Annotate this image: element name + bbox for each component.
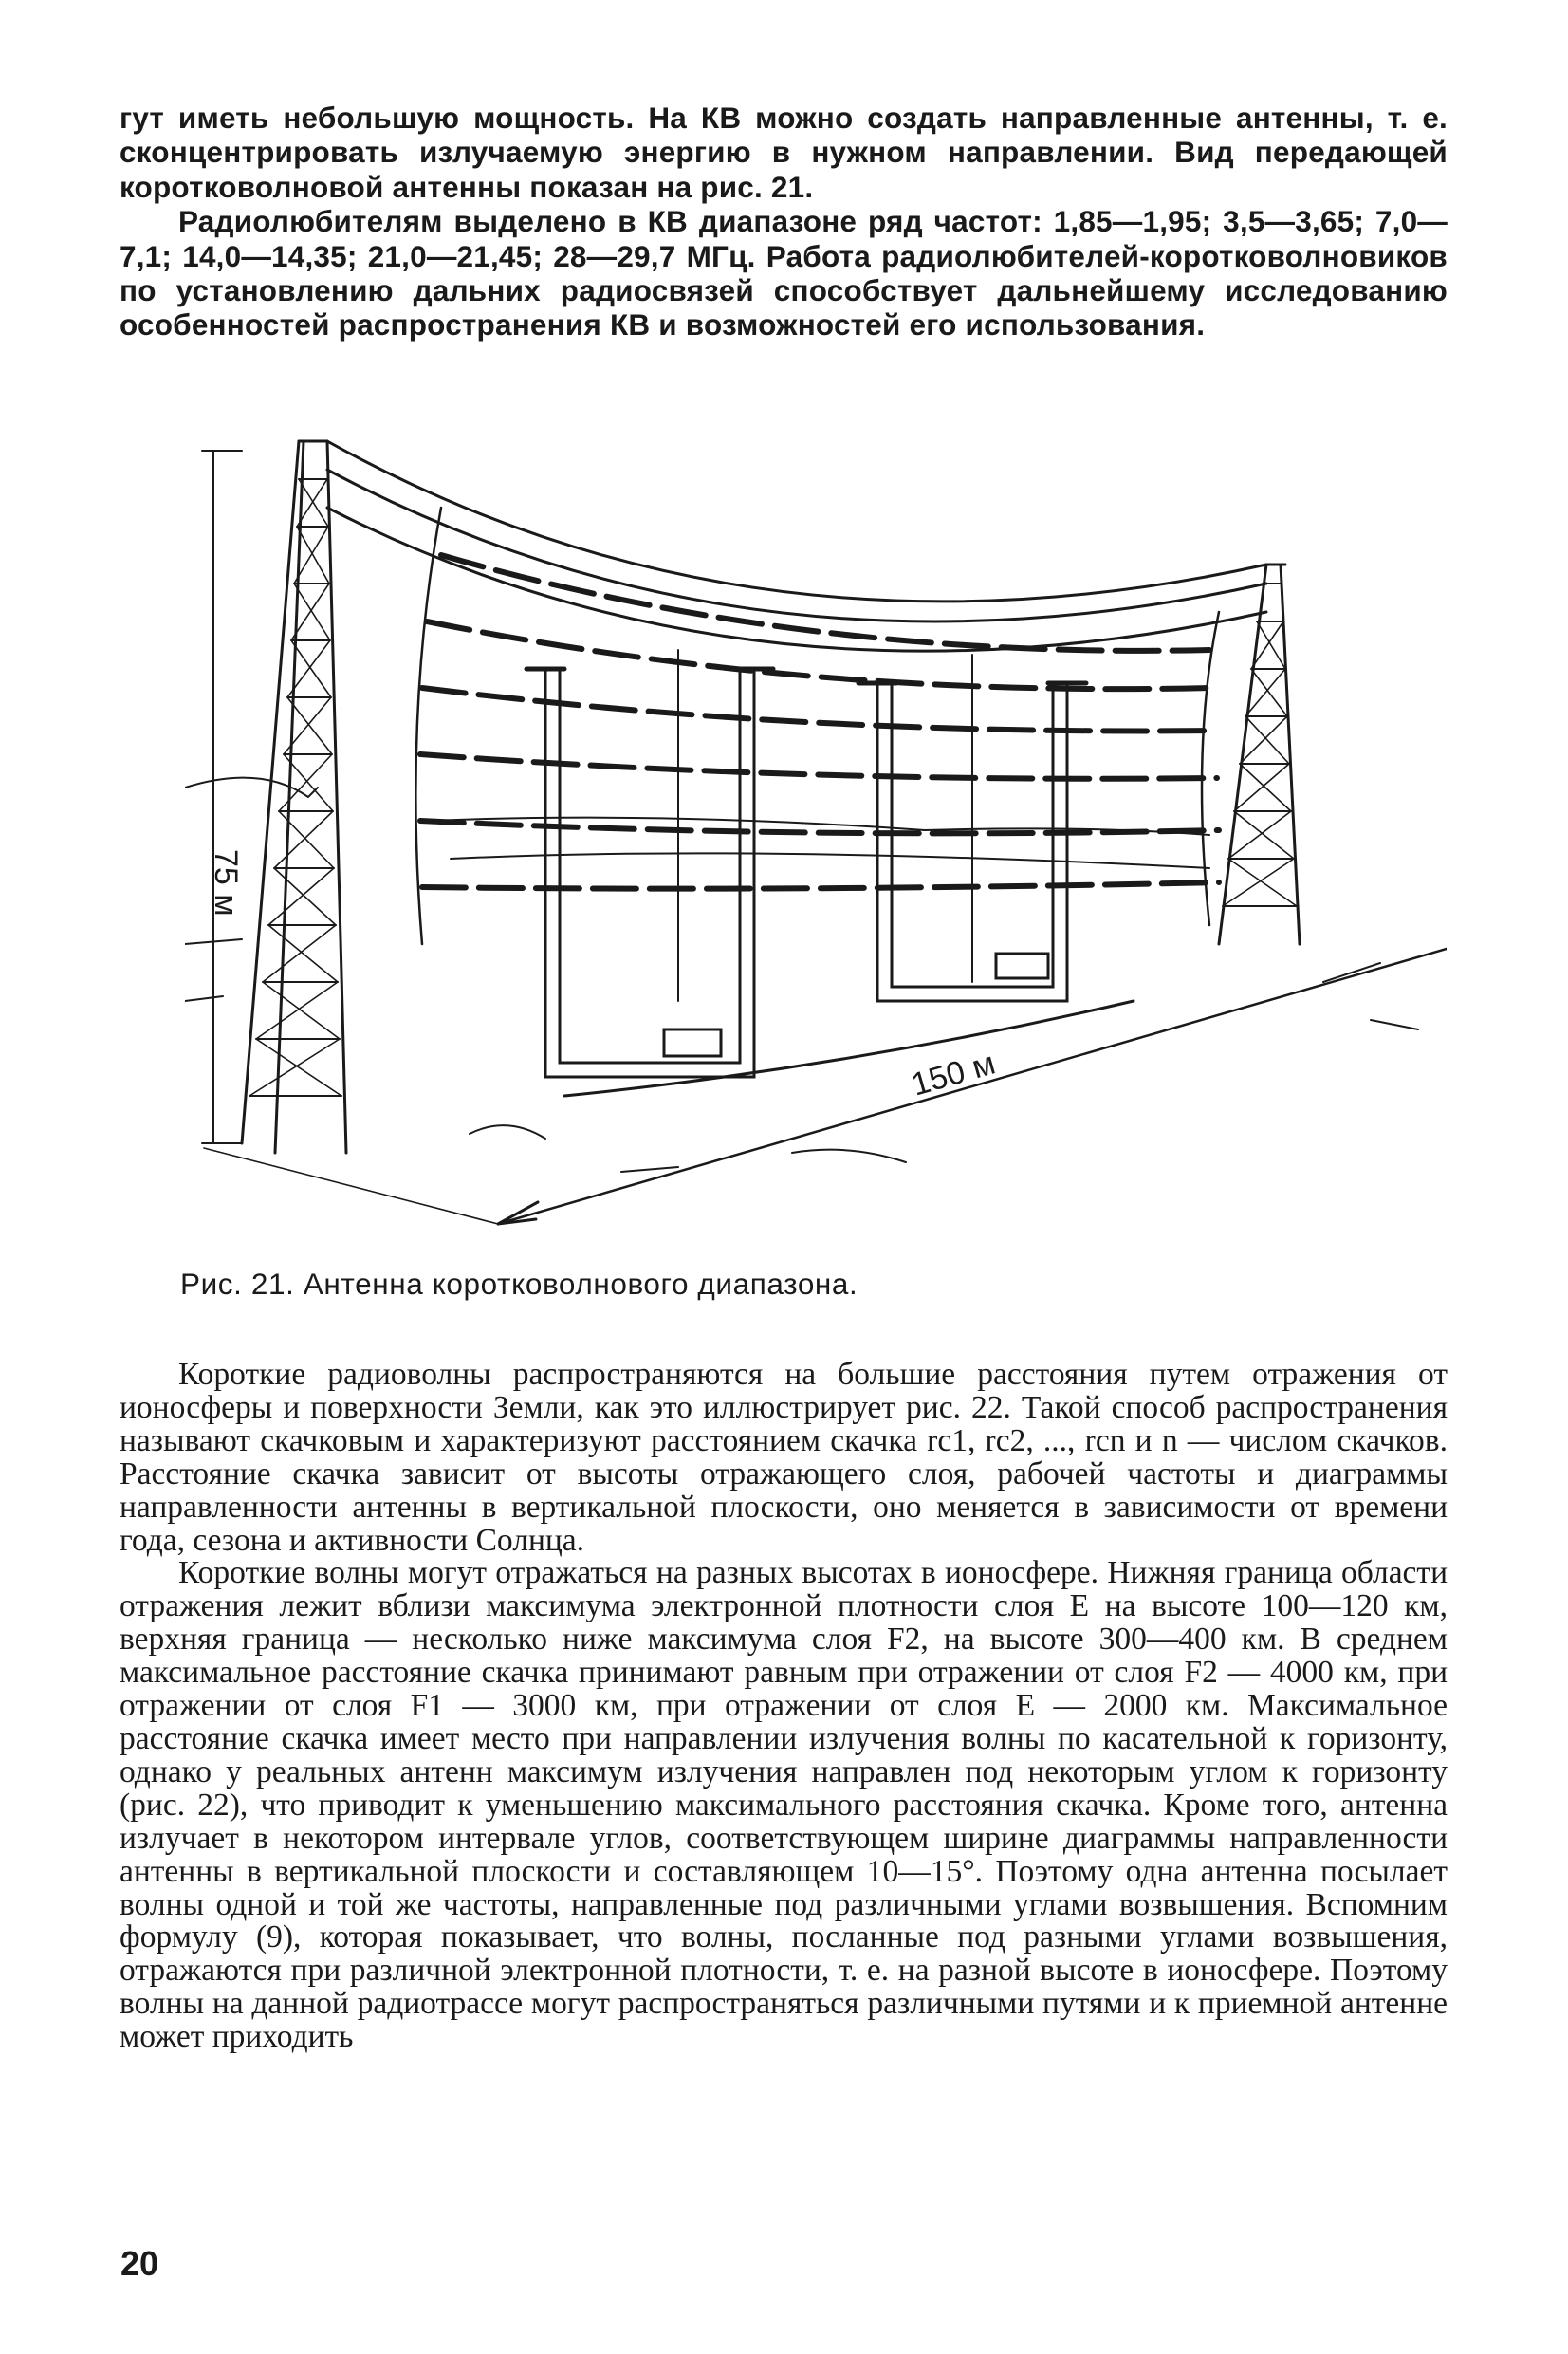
antenna-illustration [185,413,1447,1248]
feeder-box-right [996,954,1048,978]
width-label: 150 м [907,1045,1000,1103]
top-text-block [120,101,1448,343]
paragraph-continuation: гут иметь небольшую мощность. На КВ можно создать направленные антенны, т. е. сконцентрировать излучаемую энергию в нужном направлении. Вид передающей коротковолновой антенны показан на рис. 21. [120,101,1448,204]
feeder-box-left [664,1029,721,1056]
dipole-rows [420,555,1219,889]
page-number: 20 [120,2244,159,2283]
antenna-figure [185,413,1447,1248]
right-tower [1219,565,1300,944]
ground-feeder [564,1001,1134,1096]
support-cables [327,441,1266,651]
left-tower [242,441,346,1153]
feeder-lines [526,650,1086,1077]
body-text-block [120,1359,1448,2054]
curtain-outline [415,508,1219,944]
figure-caption: Рис. 21. Антенна коротковолнового диапазона. [180,1267,858,1301]
paragraph-skip-propagation: Короткие радиоволны распространяются на большие расстояния путем отражения от ионосферы и поверхности Земли, как это иллюстрирует рис. 22. Такой способ распространения называют скачковым и характеризуют расстоянием скачка rс1, rс2, ..., rсn и n — числом скачков. Расстояние скачка зависит от высоты отражающего слоя, рабочей частоты и диаграммы направленности антенны в вертикальной плоскости, оно меняется в зависимости от времени года, сезона и активности Солнца. [120,1357,1448,1558]
paragraph-reflection-heights: Короткие волны могут отражаться на разных высотах в ионосфере. Нижняя граница области отражения лежит вблизи максимума электронной плотности слоя E на высоте 100—120 км, верхняя граница — несколько ниже максимума слоя F2, на высоте 300—400 км. В среднем максимальное расстояние скачка принимают равным при отражении от слоя F2 — 4000 км, при отражении от слоя F1 — 3000 км, при отражении от слоя E — 2000 км. Максимальное расстояние скачка имеет место при направлении излучения волны по касательной к горизонту, однако у реальных антенн максимум излучения направлен под некоторым углом к горизонту (рис. 22), что приводит к уменьшению максимального расстояния скачка. Кроме того, антенна излучает в некотором интервале углов, соответствующем ширине диаграммы направленности антенны в вертикальной плоскости и составляющем 10—15°. Поэтому одна антенна посылает волны одной и той же частоты, направленные под различными углами возвышения. Вспомним формулу (9), которая показывает, что волны, посланные под разными углами возвышения, отражаются при различной электронной плотности, т. е. на разной высоте в ионосфере. Поэтому волны на данной радиотрассе могут распространяться различными путями и к приемной антенне может приходить [120,1555,1448,2055]
height-label: 75 м [208,849,244,917]
paragraph-amateur-bands: Радиолюбителям выделено в КВ диапазоне ряд частот: 1,85—1,95; 3,5—3,65; 7,0—7,1; 14,0—14,35; 21,0—21,45; 28—29,7 МГц. Работа радиолюбителей-коротковолновиков по установлению дальних радиосвязей способствует дальнейшему исследованию особенностей распространения КВ и возможностей его использования. [120,204,1448,343]
width-dimension [204,949,1447,1224]
